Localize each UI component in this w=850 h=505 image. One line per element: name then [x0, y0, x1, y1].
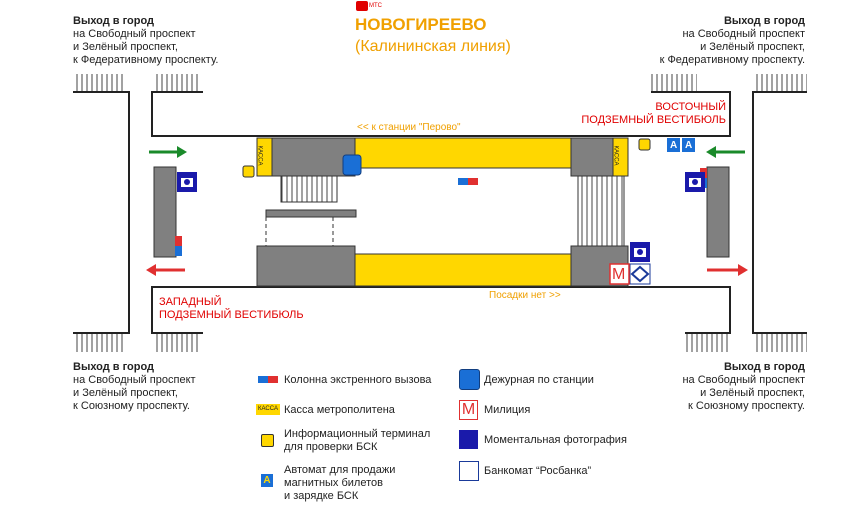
station-name: НОВОГИРЕЕВО	[355, 15, 487, 34]
legend-duty: Дежурная по станции	[484, 374, 594, 386]
entry-arrow-west	[146, 264, 185, 276]
police-letter: М	[612, 266, 626, 283]
exit-title: Выход в город	[73, 15, 155, 27]
emergency-call-icon	[258, 376, 278, 383]
exit-title: Выход в город	[723, 361, 805, 373]
legend-kassa: Касса метрополитена	[284, 404, 395, 416]
west-escalator	[281, 176, 337, 202]
ticket-letter: A	[670, 140, 678, 151]
to-perovo-label: << к станции "Перово"	[357, 122, 461, 133]
legend-police: Милиция	[484, 404, 531, 416]
exit-line: и Зелёный проспект,	[700, 41, 805, 53]
exit-line: и Зелёный проспект,	[700, 387, 805, 399]
exit-line: и Зелёный проспект,	[73, 41, 178, 53]
line-name: (Калининская линия)	[355, 38, 511, 55]
exit-title: Выход в город	[723, 15, 805, 27]
exit-line: к Союзному проспекту.	[73, 400, 190, 412]
east-vestibule-line2: ПОДЗЕМНЫЙ ВЕСТИБЮЛЬ	[581, 114, 726, 126]
atm-icon	[459, 461, 479, 481]
exit-line: к Союзному проспекту.	[688, 400, 805, 412]
exit-line: к Федеративному проспекту.	[659, 54, 805, 66]
ticket-machine-icon: A	[261, 474, 273, 487]
photo-booth-icon	[177, 172, 197, 192]
platform-south	[355, 254, 571, 286]
emergency-call-icon	[175, 236, 182, 256]
exit-line: на Свободный проспект	[682, 28, 805, 40]
legend-atm: Банкомат “Росбанка”	[484, 465, 592, 477]
legend-ticket-machine	[284, 464, 395, 503]
entry-arrow-east	[707, 264, 748, 276]
kassa-label-east: КАССА	[612, 145, 619, 166]
legend-terminal-line2: для проверки БСК	[284, 441, 378, 453]
exit-stairs-nw	[73, 74, 199, 92]
platform-north	[355, 138, 571, 168]
emergency-call-icon	[458, 178, 478, 185]
terminal-icon	[639, 139, 650, 150]
exit-stairs-sw	[73, 334, 199, 352]
legend-ticket-line1: Автомат для продажи	[284, 464, 396, 476]
legend-ticket-line2: магнитных билетов	[284, 477, 383, 489]
east-vestibule-line1: ВОСТОЧНЫЙ	[655, 101, 726, 113]
exit-line: и Зелёный проспект,	[73, 387, 178, 399]
ticket-letter: A	[685, 140, 693, 151]
duty-icon	[343, 155, 361, 175]
photo-booth-icon	[630, 242, 650, 262]
exit-arrow-west	[149, 146, 187, 158]
east-escalator	[578, 176, 624, 246]
east-pillar	[707, 167, 729, 257]
west-vestibule-line1: ЗАПАДНЫЙ	[159, 296, 222, 308]
west-vestibule-title	[159, 296, 304, 322]
exit-line: на Свободный проспект	[73, 374, 196, 386]
exit-stairs-se	[685, 334, 807, 352]
exit-line: на Свободный проспект	[682, 374, 805, 386]
exit-line: к Федеративному проспекту.	[73, 54, 219, 66]
east-vestibule-title	[581, 101, 726, 127]
exit-stairs-ne	[651, 74, 807, 92]
police-icon: M	[459, 400, 478, 420]
no-boarding-label: Посадки нет >>	[489, 290, 561, 301]
west-vestibule-bottom	[257, 246, 355, 286]
west-vestibule-line2: ПОДЗЕМНЫЙ ВЕСТИБЮЛЬ	[159, 309, 304, 321]
exit-arrow-east	[706, 146, 745, 158]
legend-terminal	[284, 428, 430, 454]
exit-title: Выход в город	[73, 361, 155, 373]
photo-booth-icon	[459, 430, 478, 449]
legend-photo: Моментальная фотография	[484, 434, 627, 446]
west-pillar	[154, 167, 176, 257]
terminal-icon	[261, 434, 274, 447]
terminal-icon	[243, 166, 254, 177]
duty-icon	[459, 369, 480, 390]
photo-booth-icon	[685, 172, 705, 192]
kassa-label-west: КАССА	[256, 145, 263, 166]
atm-icon	[630, 264, 650, 284]
mts-logo-text: МТС	[369, 3, 382, 9]
kassa-icon: КАССА	[256, 404, 280, 415]
exit-line: на Свободный проспект	[73, 28, 196, 40]
west-stairs-landing	[266, 210, 356, 217]
legend-ticket-line3: и зарядке БСК	[284, 490, 359, 502]
legend-terminal-line1: Информационный терминал	[284, 428, 431, 440]
legend-emergency: Колонна экстренного вызова	[284, 374, 432, 386]
